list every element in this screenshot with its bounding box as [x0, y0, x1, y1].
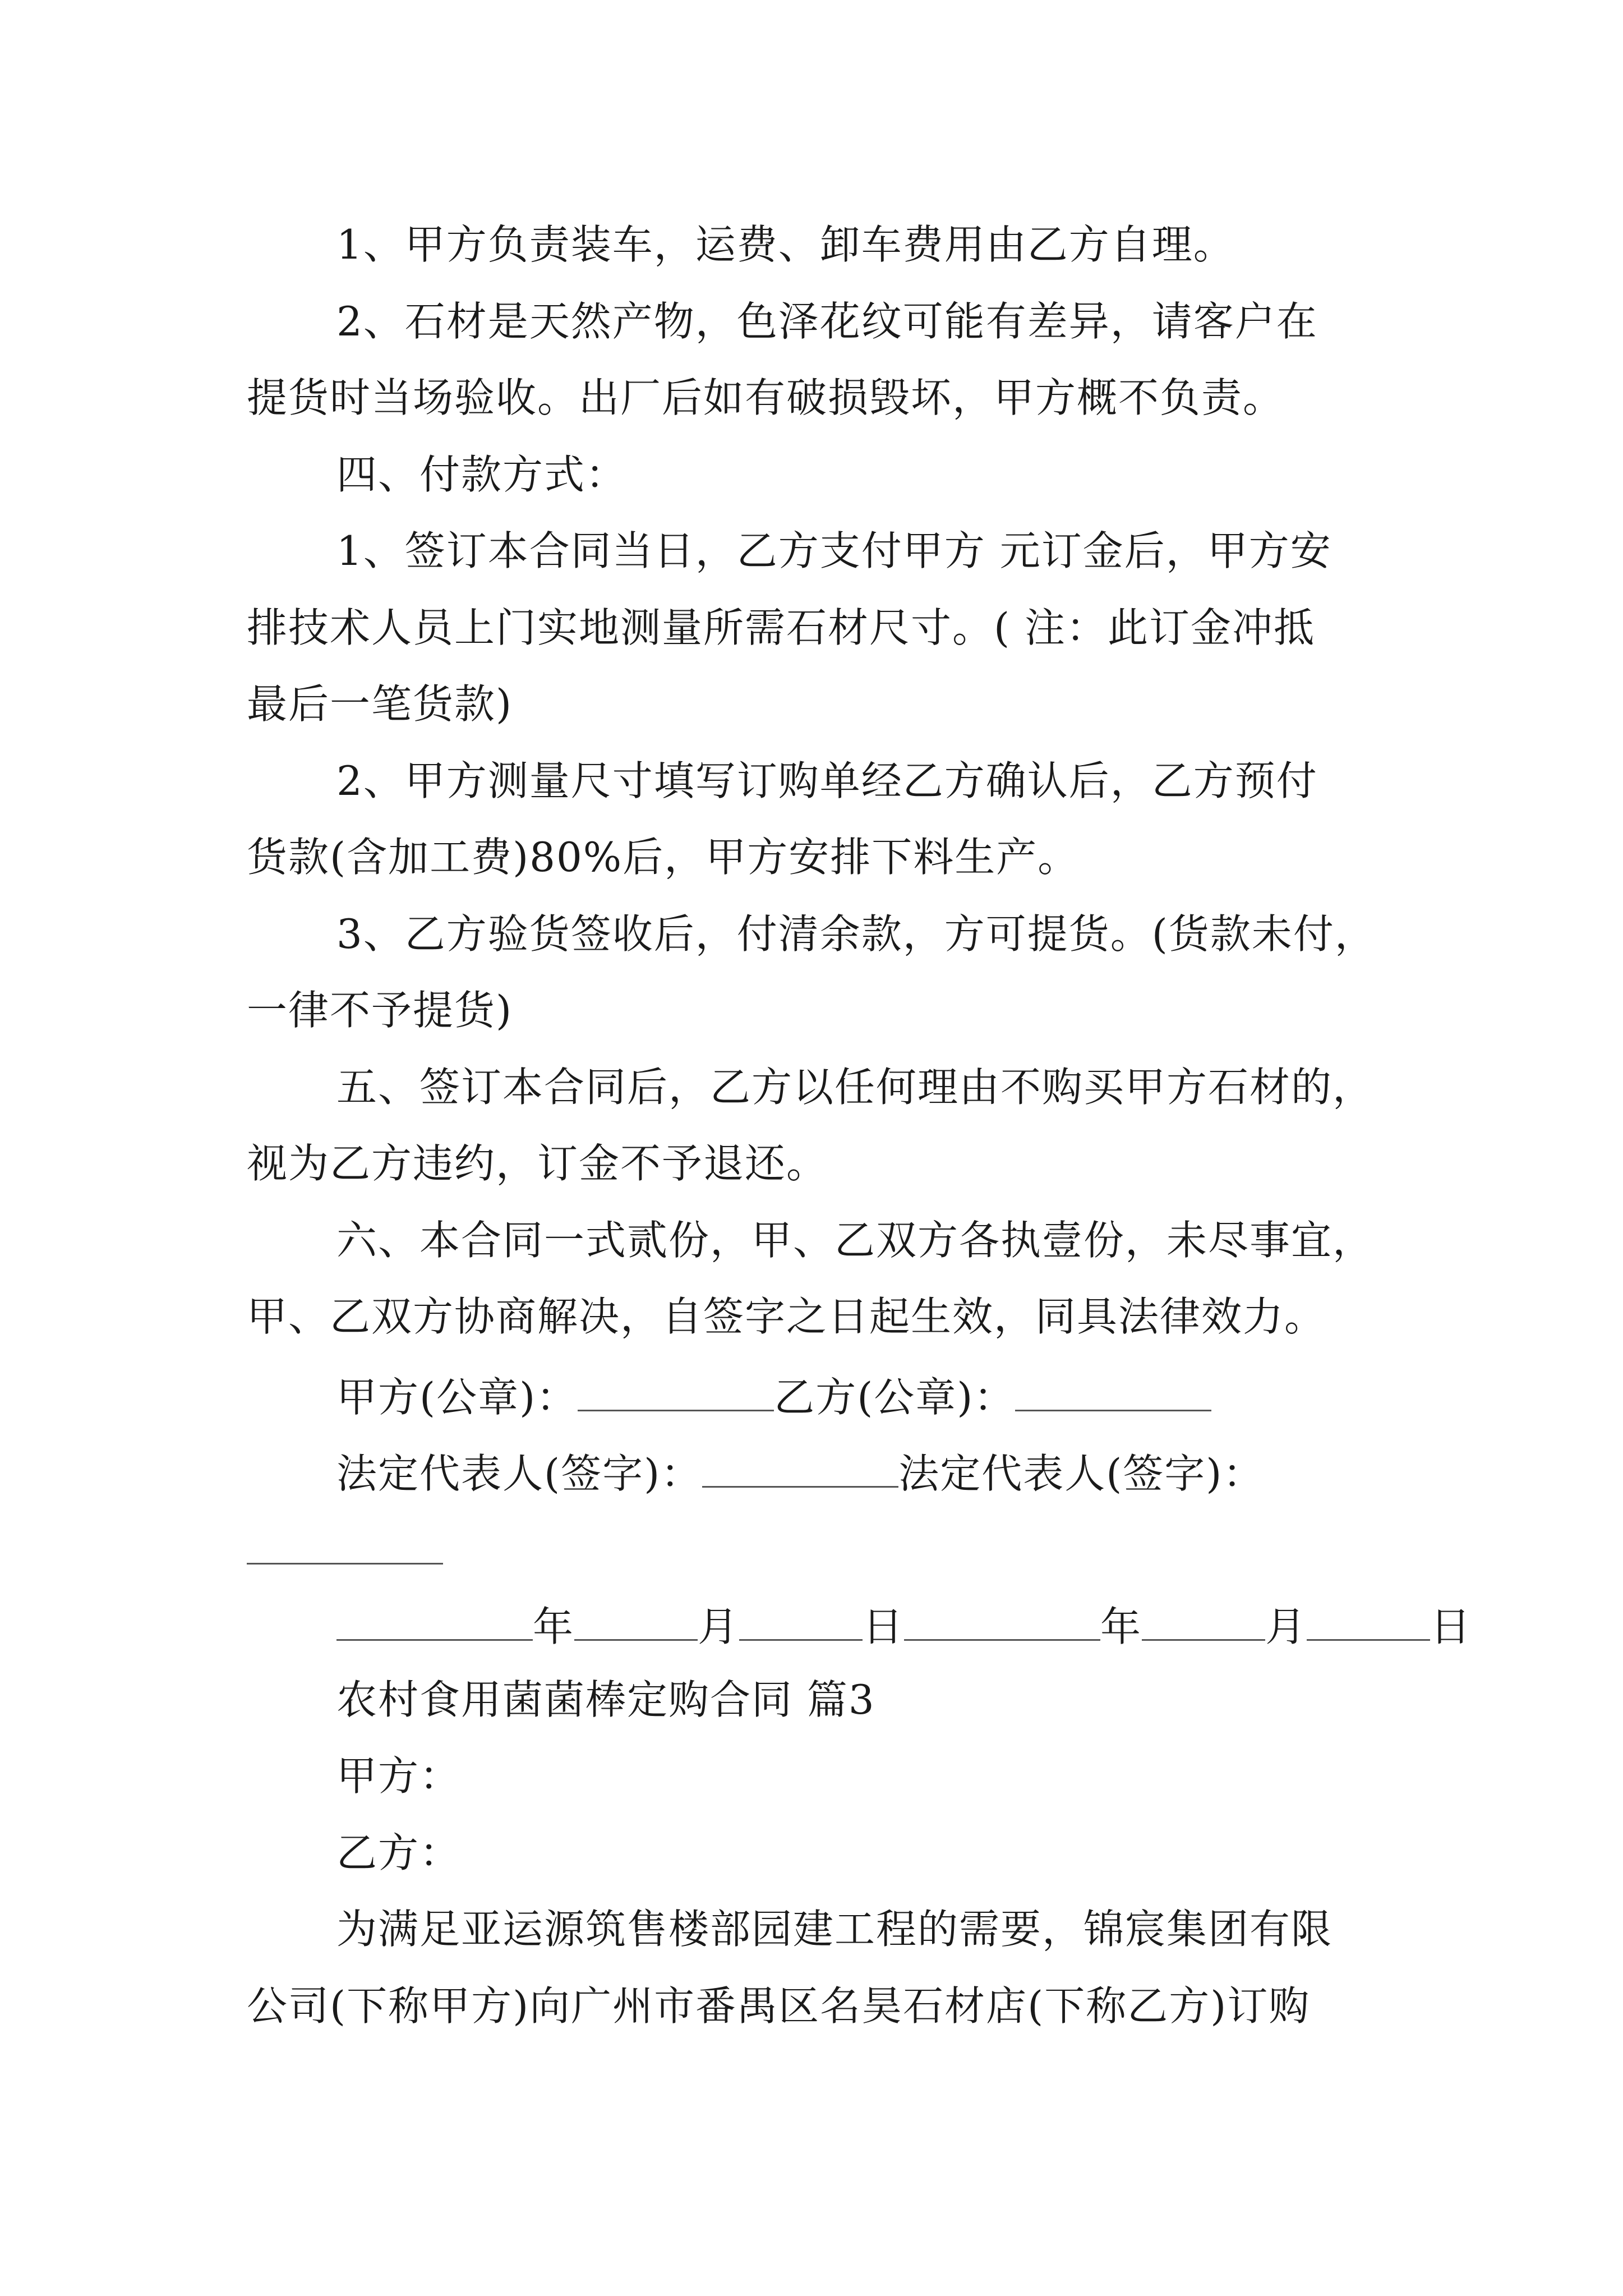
- section-five-line2: 视为乙方违约，订金不予退还。: [247, 1140, 828, 1187]
- payment-clause3-line2: 一律不予提货): [247, 987, 513, 1034]
- party-a-seal-label: 甲方(公章)：: [336, 1373, 578, 1421]
- date-a-month-blank: [574, 1603, 698, 1641]
- rep-b-label: 法定代表人(签字)：: [898, 1450, 1265, 1497]
- clause-natural-stone-line2: 提货时当场验收。出厂后如有破损毁坏，甲方概不负责。: [247, 374, 1285, 421]
- representative-row: [336, 1450, 1265, 1497]
- date-a-month: 月: [698, 1603, 740, 1650]
- clause-natural-stone-line1: 2、石材是天然产物，色泽花纹可能有差异，请客户在: [336, 298, 1318, 345]
- rep-b-blank-row: [247, 1526, 443, 1571]
- section3-party-b: 乙方：: [336, 1829, 462, 1876]
- date-b-day: 日: [1430, 1603, 1472, 1650]
- date-a-year-blank: [336, 1603, 533, 1641]
- section3-party-a: 甲方：: [336, 1752, 462, 1800]
- payment-clause1-line1: 1、签订本合同当日，乙方支付甲方 元订金后，甲方安: [336, 527, 1332, 574]
- rep-b-blank: [247, 1526, 443, 1565]
- section3-para-line1: 为满足亚运源筑售楼部园建工程的需要，锦宸集团有限: [336, 1906, 1333, 1953]
- section-five-line1: 五、签订本合同后，乙方以任何理由不购买甲方石材的，: [336, 1064, 1375, 1111]
- date-row: [336, 1603, 1472, 1650]
- party-a-seal-blank: [578, 1373, 774, 1411]
- date-b-year: 年: [1100, 1603, 1142, 1650]
- payment-clause1-line2: 排技术人员上门实地测量所需石材尺寸。( 注：此订金冲抵: [247, 604, 1315, 651]
- date-b-day-blank: [1307, 1603, 1430, 1641]
- rep-a-blank: [702, 1450, 898, 1488]
- seal-row: [336, 1373, 1211, 1421]
- party-b-seal-label: 乙方(公章)：: [774, 1373, 1016, 1421]
- date-b-month-blank: [1142, 1603, 1265, 1641]
- section-six-line1: 六、本合同一式贰份，甲、乙双方各执壹份，未尽事宜，: [336, 1217, 1375, 1264]
- party-b-seal-blank: [1015, 1373, 1211, 1411]
- date-a-day-blank: [739, 1603, 863, 1641]
- date-a-year: 年: [533, 1603, 575, 1650]
- date-a-day: 日: [863, 1603, 905, 1650]
- payment-clause2-line1: 2、甲方测量尺寸填写订购单经乙方确认后，乙方预付: [336, 757, 1318, 804]
- date-b-year-blank: [904, 1603, 1100, 1641]
- date-b-month: 月: [1265, 1603, 1307, 1650]
- payment-clause2-line2: 货款(含加工费)80%后，甲方安排下料生产。: [247, 834, 1080, 881]
- payment-clause3-line1: 3、乙方验货签收后，付清余款，方可提货。(货款未付，: [336, 910, 1376, 958]
- clause-loading: 1、甲方负责装车，运费、卸车费用由乙方自理。: [336, 221, 1235, 268]
- section-payment-heading: 四、付款方式：: [336, 451, 628, 498]
- section-six-line2: 甲、乙双方协商解决，自签字之日起生效，同具法律效力。: [247, 1293, 1326, 1340]
- payment-clause1-line3: 最后一笔货款): [247, 680, 513, 728]
- section3-para-line2: 公司(下称甲方)向广州市番禺区名昊石材店(下称乙方)订购: [247, 1982, 1311, 2030]
- rep-a-label: 法定代表人(签字)：: [336, 1450, 703, 1497]
- section3-title: 农村食用菌菌棒定购合同 篇3: [336, 1676, 875, 1723]
